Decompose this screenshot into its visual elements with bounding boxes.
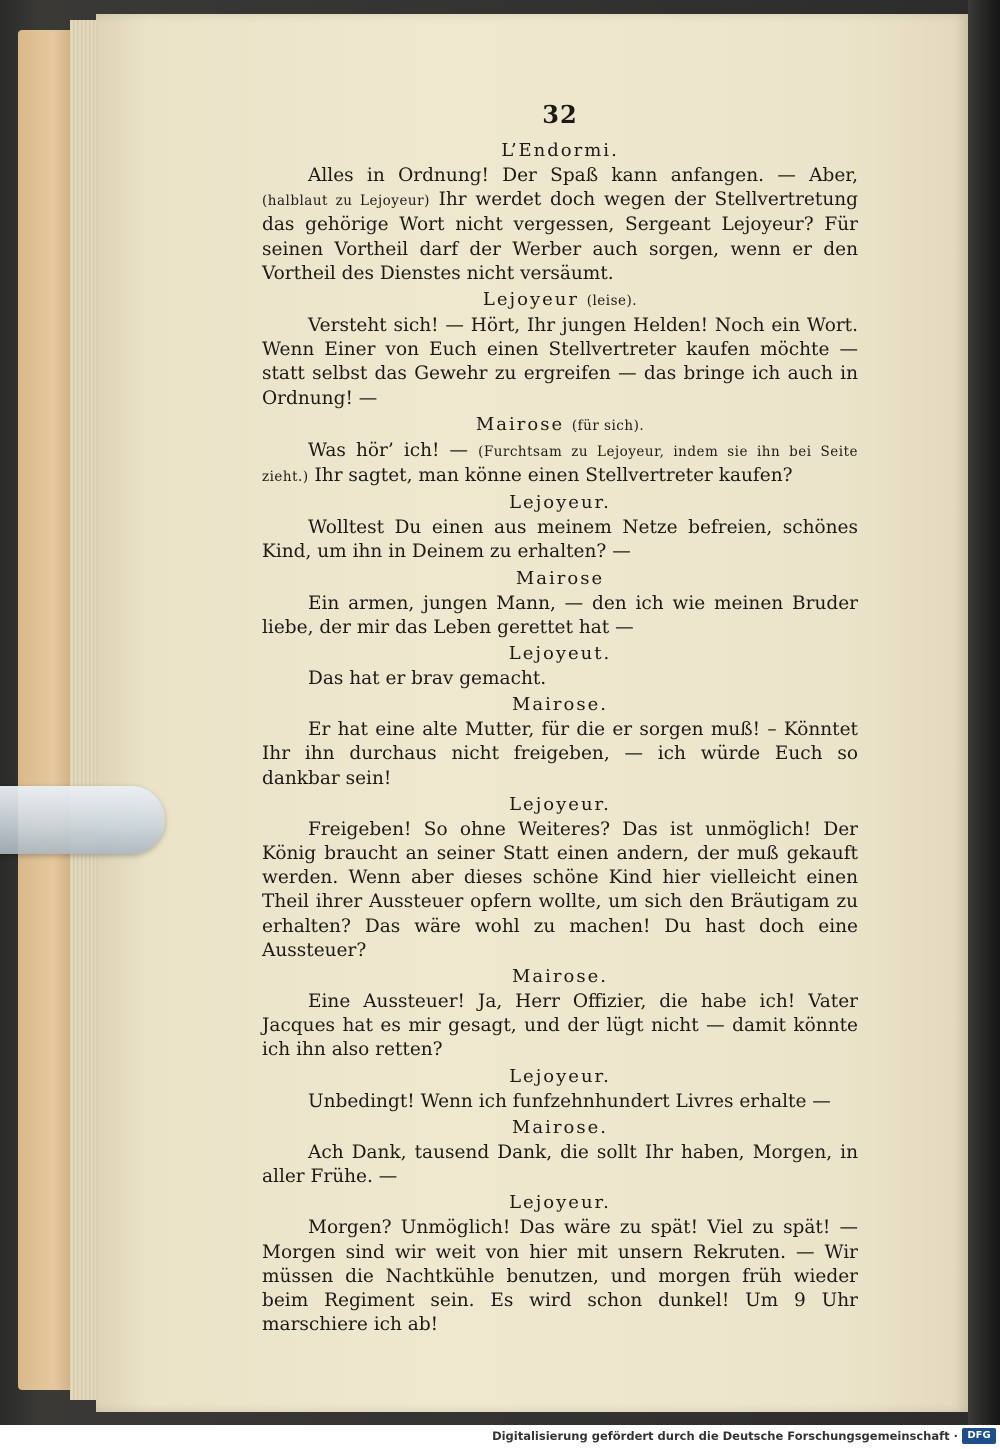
dialogue-text: Ein armen, jungen Mann, — den ich wie meinen Bruder liebe, der mir das Leben gerettet hat — — [262, 592, 858, 638]
dialogue-paragraph — [262, 314, 858, 411]
page-number: 32 — [542, 100, 578, 129]
dialogue-paragraph — [262, 1216, 858, 1337]
dialogue-paragraph — [262, 818, 858, 963]
dialogue-text: Ihr sagtet, man könne einen Stellvertreter kaufen? — [308, 465, 793, 487]
dialogue-text: Morgen? Unmöglich! Das wäre zu spät! Viel zu spät! — Morgen sind wir weit von hier mit unsern Rekruten. — Wir müssen die Nachtkühle benutzen, und morgen früh wieder beim Regiment sein. Es wird schon dunkel! Um 9 Uhr marschiere ich ab! — [262, 1217, 858, 1336]
page-text — [262, 100, 858, 1337]
dialogue-text: Das hat er brav gemacht. — [308, 668, 547, 690]
speaker-name — [262, 413, 858, 438]
speaker-name — [262, 793, 858, 817]
speaker-name — [262, 693, 858, 717]
speaker-name — [262, 642, 858, 666]
stage-direction: (leise). — [586, 293, 638, 310]
speaker-label: Lejoyeur. — [509, 492, 611, 514]
dialogue-text: Was hör’ ich! — — [308, 439, 479, 461]
dfg-logo: DFG — [962, 1428, 996, 1444]
speaker-name — [262, 1191, 858, 1215]
speaker-name — [262, 139, 858, 163]
speaker-label: Lejoyeur — [482, 289, 579, 311]
dialogue-text: Freigeben! So ohne Weiteres? Das ist unmöglich! Der König braucht an seiner Statt einen andern, der muß gekauft werden. Wenn aber dieses schöne Kind hier vielleicht einen Theil ihrer Aussteuer opfern wollte, um sich den Bräutigam zu erhalten? Das wäre wohl zu machen! Du hast doch eine Aussteuer? — [262, 818, 858, 961]
dialogue-text: Ihr werdet doch wegen der Stellvertretung das gehörige Wort nicht vergessen, Sergeant Lejoyeur? Für seinen Vortheil darf der Werber auch sorgen, wenn er den Vortheil des Dienstes nicht versäumt. — [262, 189, 858, 284]
speaker-label: Lejoyeur. — [509, 1192, 611, 1214]
dialogue-paragraph — [262, 990, 858, 1063]
dialogue-paragraph — [262, 516, 858, 564]
dialogue-text: Versteht sich! — Hört, Ihr jungen Helden! Noch ein Wort. Wenn Einer von Euch einen Stellvertreter kaufen möchte — statt selbst das Gewehr zu ergreifen — das bringe ich auch in Ordnung! — — [262, 315, 858, 409]
speaker-name — [262, 1116, 858, 1140]
scanner-finger — [0, 786, 165, 854]
dialogue-paragraph — [262, 164, 858, 286]
speaker-label: Lejoyeur. — [509, 793, 611, 815]
dialogue-paragraph — [262, 1141, 858, 1189]
stage-direction: (halblaut zu Lejoyeur) — [262, 193, 430, 210]
stage-direction: (Furchtsam zu Lejoyeur, indem sie ihn bei Seite zieht.) — [262, 443, 859, 486]
speaker-name — [262, 288, 858, 313]
dialogue-paragraph — [262, 439, 858, 489]
speaker-label: Mairose. — [512, 694, 608, 716]
dialogue-text: Wolltest Du einen aus meinem Netze befreien, schönes Kind, um ihn in Deinem zu erhalten? — — [262, 517, 858, 563]
dialogue-text: Eine Aussteuer! Ja, Herr Offizier, die habe ich! Vater Jacques hat es mir gesagt, und der lügt nicht — damit könnte ich ihn also retten? — [262, 991, 858, 1061]
dialogue-paragraph — [262, 592, 858, 640]
footer-credit: Digitalisierung gefördert durch die Deutsche Forschungsgemeinschaft · — [492, 1429, 958, 1443]
dialogue-paragraph — [262, 1090, 858, 1114]
speaker-label: Mairose — [475, 413, 565, 435]
footer-bar — [0, 1425, 1000, 1449]
dialogue-paragraph — [262, 667, 858, 691]
stage-direction: (für sich). — [571, 417, 645, 434]
right-margin-shadow — [968, 0, 1000, 1425]
speaker-name — [262, 491, 858, 515]
speaker-label: Mairose — [515, 567, 605, 589]
speaker-label: Lejoyeur. — [509, 1065, 611, 1087]
speaker-label: L’Endormi. — [501, 140, 619, 161]
dialogue-paragraph — [262, 718, 858, 791]
speaker-name — [262, 965, 858, 989]
dialogue-text: Ach Dank, tausend Dank, die sollt Ihr haben, Morgen, in aller Frühe. — — [262, 1141, 858, 1188]
speaker-label: Mairose. — [512, 1116, 608, 1138]
dialogue-text: Er hat eine alte Mutter, für die er sorgen muß! – Könntet Ihr ihn durchaus nicht freigeben, — ich würde Euch so dankbar sein! — [262, 719, 858, 789]
dialogue-text: Alles in Ordnung! Der Spaß kann anfangen. — Aber, — [308, 165, 858, 186]
dialogue-text: Unbedingt! Wenn ich funfzehnhundert Livres erhalte — — [308, 1090, 831, 1112]
speaker-label: Mairose. — [512, 966, 608, 988]
speaker-label: Lejoyeut. — [508, 643, 612, 665]
speaker-name — [262, 1065, 858, 1089]
speaker-name — [262, 567, 858, 591]
